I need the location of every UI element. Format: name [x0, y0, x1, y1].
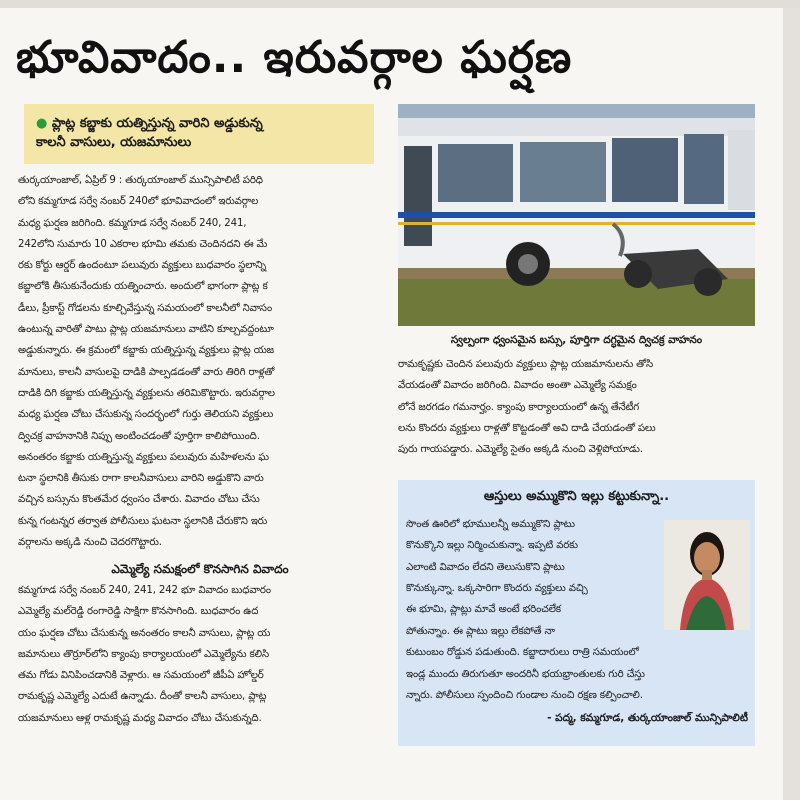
body-line: టనా స్థలానికి తీసుకు రాగా కాలనీవాసులు వారిని అడ్డుకొని వారు [18, 473, 264, 485]
body-line: అనంతరం కబ్జాకు యత్నిస్తున్న వ్యక్తులు పలువురు మహిళలను ఘ [18, 451, 269, 463]
body-line: వర్గాలను అక్కడి నుంచి చెదరగొట్టారు. [18, 537, 162, 549]
body-line: మానులు, కాలనీ వాసులపై దాడికి పాల్పడడంతో వారు తిరిగి రాళ్లతో [18, 366, 275, 378]
body-line: కబ్జాలోకి తీసుకునేందుకు యత్నించారు. అందులో భాగంగా ప్లాట్ల క [18, 281, 268, 293]
subheading: ఎమ్మెల్యే సమక్షంలో కొనసాగిన వివాదం [111, 562, 289, 576]
photo-caption: స్వల్పంగా ధ్వంసమైన బస్సు, పూర్తిగా దగ్ధమైన ద్విచక్ర వాహనం [450, 334, 703, 346]
bullet-icon: ● [36, 116, 52, 131]
body-line: యజమానులు ఆళ్ల రామకృష్ణ మధ్య వివాదం చోటు చేసుకున్నది. [18, 712, 262, 724]
highlight-line-2: కాలనీ వాసులు, యజమానులు [36, 135, 192, 150]
body-line: తమ గోడు వినిపించడానికి వెళ్లారు. ఆ సమయంలో జీపీఏ హోల్డర్ [18, 670, 264, 682]
body-line: వేయడంతో వివాదం జరిగింది. వివాదం అంతా ఎమ్మెల్యే సమక్షం [398, 380, 637, 392]
quote-box [398, 480, 755, 746]
body-line: మధ్య ఘర్షణ జరిగింది. కమ్మగూడ సర్వే నంబర్ 240, 241, [18, 217, 247, 229]
quote-line: న్నారు. పోలీసులు స్పందించి గుండాల నుంచి రక్షణ కల్పించాలి. [406, 689, 643, 701]
quote-signature: - పద్మ, కమ్మగూడ, తుర్కయాంజాల్ మున్సిపాలిటీ [547, 712, 748, 724]
body-line: లను కొందరు వ్యక్తులు రాళ్లతో కొట్టడంతో అవి దాడి చేయడంతో పలు [398, 422, 656, 434]
body-line: ఎమ్మెల్యే మల్‌రెడ్డి రంగారెడ్డి సాక్షిగా కొనసాగింది. బుధవారం ఉద [18, 606, 259, 618]
body-line: ద్విచక్ర వాహనానికి నిప్పు అంటించడంతో పూర్తిగా కాలిపోయింది. [18, 430, 260, 442]
body-line: కమ్మగూడ సర్వే నంబర్ 240, 241, 242 భూ వివాదం బుధవారం [18, 585, 271, 596]
quote-line: ఎలాంటి వివాదం లేదని తెలుసుకొని ప్లాటు [406, 561, 565, 573]
quote-text-bottom [406, 621, 751, 706]
body-line: రామకృష్ణకు చెందిన పలువురు వ్యక్తులు ప్లాట్ల యజమానులను తోసి [398, 359, 653, 370]
quote-text-top [406, 514, 666, 620]
highlight-line-1: ప్లాట్ల కబ్జాకు యత్నిస్తున్న వారిని అడ్డుకున్న [51, 116, 263, 131]
body-line: కున్న గంటన్నర తర్వాత పోలీసులు ఘటనా స్థలానికి చేరుకొని ఇరు [18, 515, 268, 527]
article-body-left [18, 170, 382, 560]
body-line: పురు గాయపడ్డారు. ఎమ్మెల్యే సైతం అక్కడి నుంచి వెళ్లిపోయాడు. [398, 444, 643, 456]
body-line: లోనే జరగడం గమనార్హం. క్యాంపు కార్యాలయంలో ఉన్న తేనేటీగ [398, 401, 640, 413]
highlight-box [24, 104, 374, 164]
headline: భూవివాదం.. ఇరువర్గాల ఘర్షణ [16, 32, 573, 83]
quote-line: ఇండ్ల ముందు తిరుగుతూ అందరినీ భయభ్రాంతులకు గురి చేస్తు [406, 668, 645, 680]
portrait-photo [664, 520, 750, 630]
body-line: తుర్కయాంజాల్, ఏప్రిల్ 9 : తుర్కయాంజాల్ మున్సిపాలిటీ పరిధి [18, 175, 263, 186]
quote-line: కొనుక్కొని ఇల్లు నిర్మించుకున్నా. ఇప్పటి వరకు [406, 540, 578, 552]
quote-line: సొంత ఊరిలో భూములన్నీ అమ్ముకొని ప్లాటు [406, 519, 575, 530]
body-line: వచ్చిన బస్సును కొంతమేర ధ్వంసం చేశారు. వివాదం చోటు చేసు [18, 494, 260, 506]
article-body-left-continued [18, 580, 382, 740]
body-line: 242లోని సుమారు 10 ఎకరాల భూమి తమకు చెందినదని ఈ మే [18, 238, 268, 250]
bus-photo [398, 104, 755, 326]
quote-line: పోతున్నాం. ఈ ప్లాటు ఇల్లు లేకపోతే నా [406, 626, 555, 637]
quote-title: ఆస్తులు అమ్ముకొని ఇల్లు కట్టుకున్నా.. [483, 489, 670, 504]
quote-line: కుటుంబం రోడ్డున పడుతుంది. కబ్జాదారులు రాత్రి సమయంలో [406, 647, 639, 659]
body-line: డీలు, ప్రీకాస్ట్ గోడలను కూల్చివేస్తున్న సమయంలో కాలనీలో నివాసం [18, 302, 272, 314]
page-top-edge [0, 0, 800, 8]
article-body-right [398, 354, 762, 474]
body-line: రకు కోర్టు ఆర్డర్ ఉందంటూ పలువురు వ్యక్తులు బుధవారం స్థలాన్ని [18, 260, 266, 272]
adjacent-page-edge [783, 0, 800, 800]
body-line: రామకృష్ణ ఎమ్మెల్యే ఎదుటే ఉన్నాడు. దీంతో కాలనీ వాసులు, ప్లాట్ల [18, 691, 267, 703]
body-line: యం ఘర్షణ చోటు చేసుకున్న అనంతరం కాలనీ వాసులు, ప్లాట్ల య [18, 627, 271, 639]
body-line: దాడికి దిగి కబ్జాకు యత్నిస్తున్న వ్యక్తులను తరిమికొట్టారు. ఇరువర్గాల [18, 387, 275, 399]
portrait-illustration [664, 520, 750, 630]
body-line: ఉంటున్న వారితో పాటు ప్లాట్ల యజమానులు వాటిని కూల్చవద్దంటూ [18, 324, 274, 336]
body-line: మధ్య ఘర్షణ చోటు చేసుకున్న సందర్భంలో గుర్తు తెలియని వ్యక్తులు [18, 409, 274, 421]
body-line: లోని కమ్మగూడ సర్వే నంబర్ 240లో భూవివాదంలో ఇరువర్గాల [18, 196, 259, 208]
quote-line: ఈ భూమి, ప్లాట్లు మావే అంటే భరించలేక [406, 604, 561, 616]
body-line: అడ్డుకున్నారు. ఈ క్రమంలో కబ్జాకు యత్నిస్తున్న వ్యక్తులు ప్లాట్ల యజ [18, 345, 274, 357]
body-line: జమానులు తొర్రూర్‌లోని క్యాంపు కార్యాలయంలో ఎమ్మెల్యేను కలిసి [18, 648, 269, 660]
quote-line: కొనుక్కున్నా. ఒక్కసారిగా కొందరు వ్యక్తులు వచ్చి [406, 582, 588, 594]
bus-photo-illustration [398, 104, 755, 326]
